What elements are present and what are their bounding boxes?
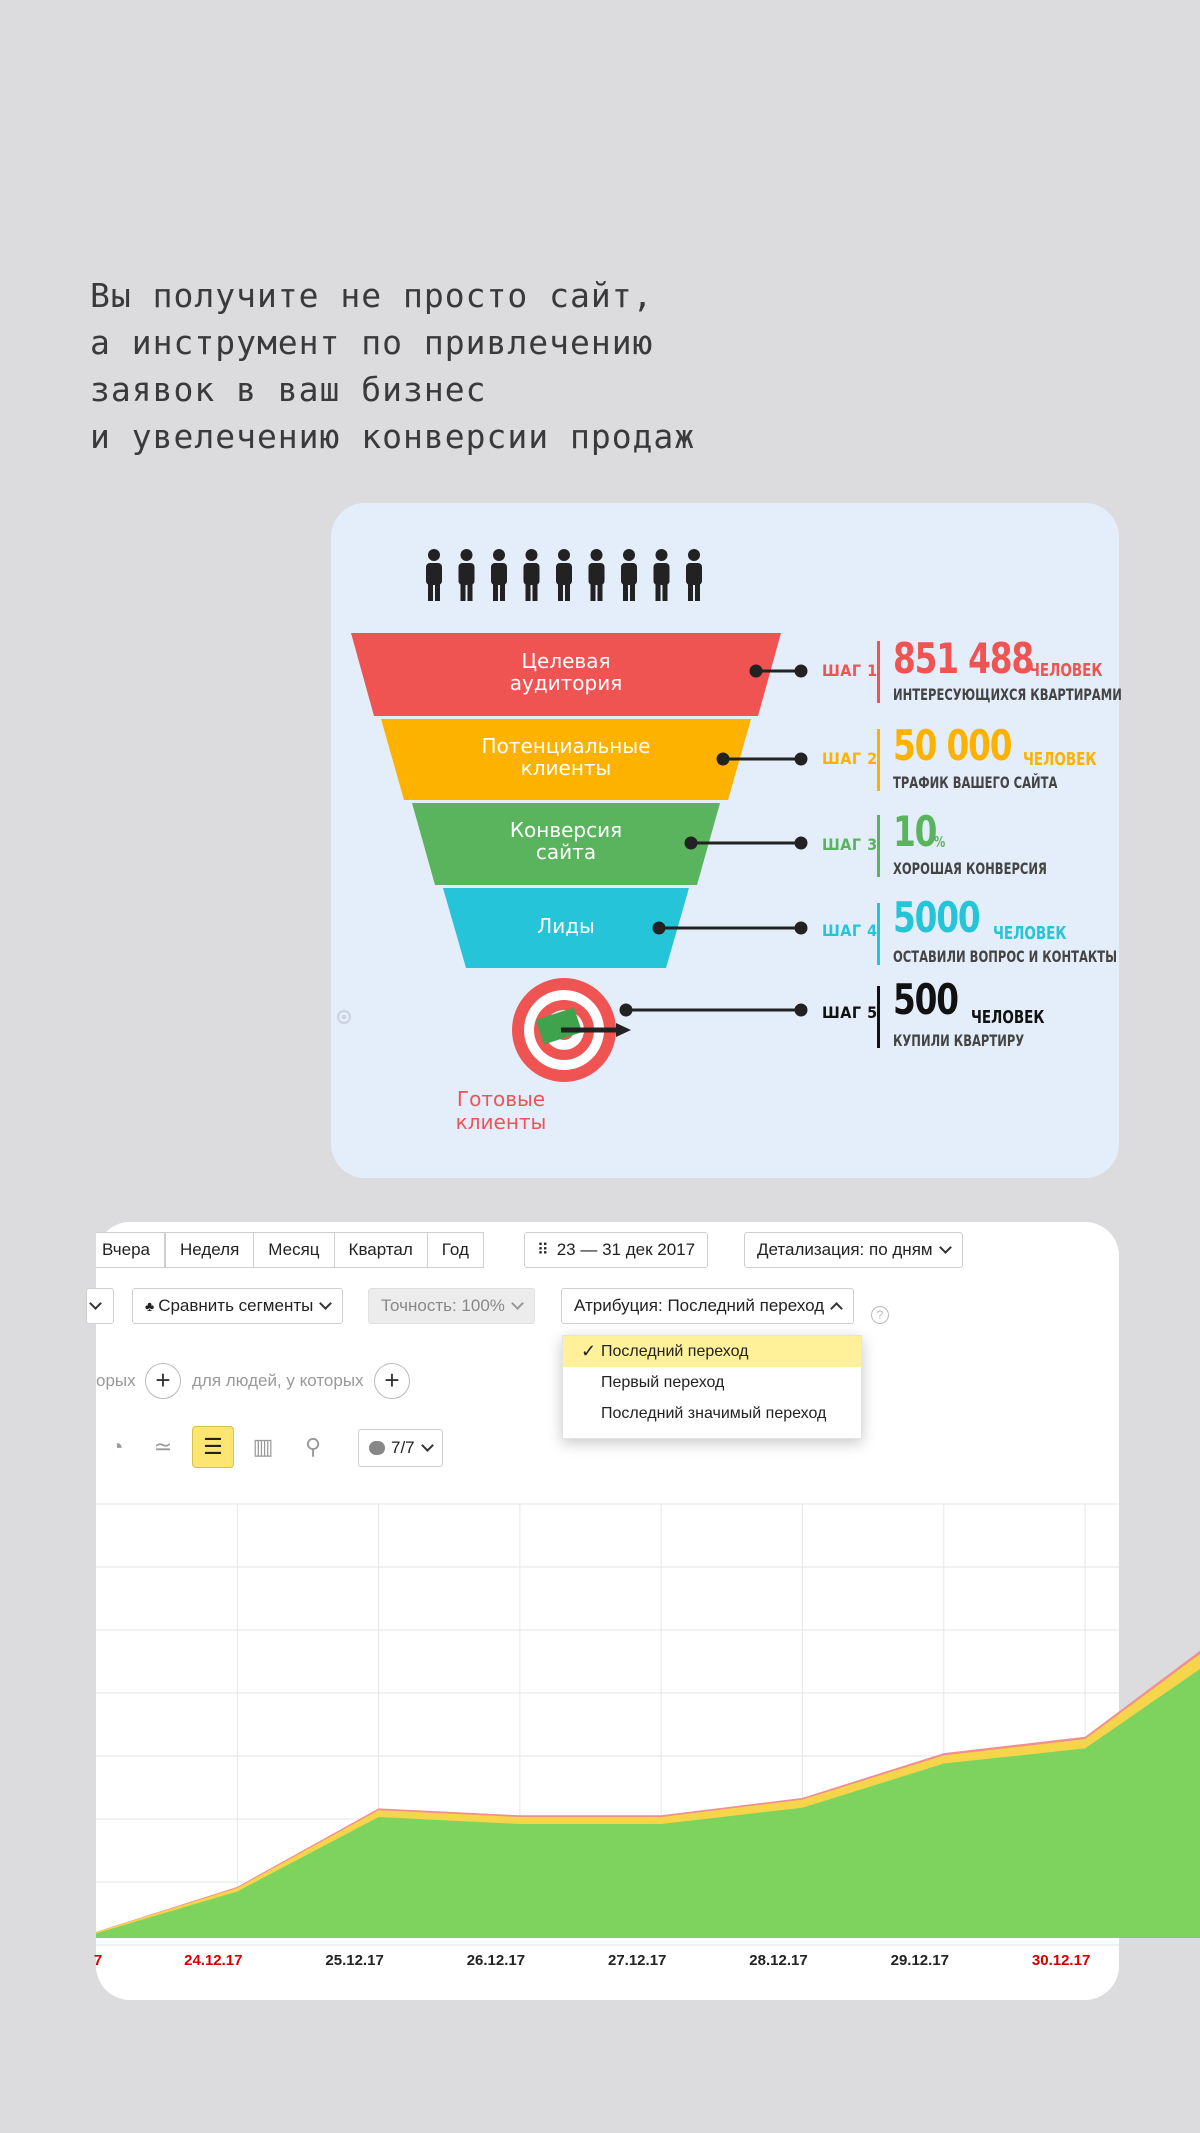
detail-label: Детализация: по дням — [757, 1240, 933, 1259]
tab-week[interactable]: Неделя — [165, 1232, 254, 1268]
step-value: 851 488 — [893, 634, 1033, 683]
headline-line: а инструмент по привлечению — [90, 323, 654, 362]
x-tick-label: 25.12.17 — [325, 1952, 384, 1969]
funnel-stage-text: Конверсия сайта — [509, 818, 623, 864]
x-tick-label: 27.12.17 — [607, 1952, 667, 1969]
chevron-down-icon — [511, 1297, 524, 1310]
attribution-label: Атрибуция: Последний переход — [574, 1296, 825, 1315]
date-range-button[interactable] — [524, 1232, 708, 1268]
accuracy-select[interactable] — [368, 1288, 535, 1324]
add-filter-button[interactable]: + — [374, 1363, 410, 1399]
step-desc: ХОРОШАЯ КОНВЕРСИЯ — [893, 859, 1047, 878]
chevron-down-icon — [89, 1297, 102, 1310]
area-chart-icon[interactable]: ☰ — [192, 1426, 234, 1468]
attribution-select[interactable] — [561, 1288, 854, 1324]
compare-segments-button[interactable] — [132, 1288, 343, 1324]
comments-count: 7/7 — [391, 1438, 415, 1457]
x-tick-label: 26.12.17 — [466, 1952, 526, 1969]
headline-line: Вы получите не просто сайт, — [90, 276, 654, 315]
dropdown-item-label: Первый переход — [601, 1373, 725, 1391]
comment-icon — [369, 1441, 385, 1455]
step-value: 5000 — [893, 893, 980, 942]
person-icon — [589, 549, 605, 601]
x-tick-label: 29.12.17 — [890, 1952, 949, 1969]
funnel-stage-label — [451, 915, 681, 937]
date-range-label: 23 — 31 дек 2017 — [556, 1240, 696, 1259]
step-desc: КУПИЛИ КВАРТИРУ — [893, 1031, 1025, 1050]
step-label: ШАГ 3 — [822, 835, 878, 854]
people-icons — [426, 549, 702, 601]
step-label: ШАГ 2 — [822, 749, 878, 768]
compare-label: Сравнить сегменты — [158, 1296, 314, 1315]
step-value: 10 — [893, 807, 937, 856]
person-icon — [459, 549, 475, 601]
funnel-stage-label — [441, 735, 691, 779]
dropdown-item-last-significant[interactable] — [563, 1398, 861, 1429]
x-tick-label: 30.12.17 — [1031, 1952, 1091, 1969]
headline-line: заявок в ваш бизнес — [90, 370, 487, 409]
funnel-stage-text: Лиды — [537, 914, 595, 938]
accuracy-label: Точность: 100% — [381, 1296, 505, 1315]
step-unit: ЧЕЛОВЕК — [993, 923, 1067, 944]
dropdown-item-last[interactable] — [563, 1336, 861, 1367]
chevron-down-icon — [939, 1241, 952, 1254]
dropdown-item-label: Последний значимый переход — [601, 1404, 827, 1422]
ready-clients-text: Готовые клиенты — [455, 1087, 547, 1134]
funnel-graphic — [331, 503, 1119, 1178]
filter-text: для людей, у которых — [192, 1371, 364, 1390]
step-desc: ТРАФИК ВАШЕГО САЙТА — [893, 773, 1058, 792]
step-unit: ЧЕЛОВЕК — [1023, 749, 1097, 770]
person-icon — [621, 549, 637, 601]
dropdown-item-label: Последний переход — [601, 1342, 749, 1360]
step-value: 50 000 — [893, 721, 1012, 770]
segments-icon: ♣ — [145, 1298, 155, 1314]
comments-button[interactable] — [358, 1429, 443, 1467]
x-tick-label: 24.12.17 — [184, 1952, 243, 1969]
funnel-stage-label — [451, 819, 681, 863]
map-icon[interactable]: ⚲ — [304, 1434, 322, 1459]
step-label: ШАГ 4 — [822, 921, 878, 940]
funnel-stage-label — [451, 650, 681, 694]
person-icon — [556, 549, 572, 601]
target-icon — [512, 978, 631, 1082]
step-label: ШАГ 1 — [822, 661, 878, 680]
person-icon — [426, 549, 442, 601]
person-icon — [491, 549, 507, 601]
funnel-infographic — [331, 503, 1122, 1178]
step-label: ШАГ 5 — [822, 1003, 878, 1022]
step-value: 500 — [893, 975, 958, 1024]
funnel-stage-text: Целевая аудитория — [509, 649, 623, 695]
bar-chart-icon[interactable]: ▥ — [252, 1434, 274, 1459]
tab-quarter[interactable]: Квартал — [335, 1232, 428, 1268]
step-unit: ЧЕЛОВЕК — [971, 1007, 1045, 1028]
collapsed-select[interactable] — [86, 1288, 114, 1324]
help-icon[interactable]: ? — [871, 1306, 889, 1324]
tab-month[interactable]: Месяц — [254, 1232, 334, 1268]
chevron-up-icon — [830, 1302, 843, 1315]
detail-select[interactable] — [744, 1232, 963, 1268]
dropdown-item-first[interactable] — [563, 1367, 861, 1398]
headline-line: и увелечению конверсии продаж — [90, 417, 696, 456]
line-chart-icon[interactable]: ≃ — [153, 1434, 173, 1459]
analytics-panel — [93, 1222, 1119, 2000]
period-tabs — [96, 1232, 484, 1268]
person-icon — [654, 549, 670, 601]
attribution-dropdown — [562, 1335, 862, 1439]
funnel-stage-text: Потенциальные клиенты — [481, 734, 651, 780]
x-tick-label: 28.12.17 — [749, 1952, 808, 1969]
tab-yesterday[interactable]: Вчера — [96, 1232, 165, 1268]
tab-year[interactable]: Год — [428, 1232, 484, 1268]
series-area — [96, 1651, 1200, 1938]
person-icon — [686, 549, 702, 601]
ready-clients-label — [411, 1088, 591, 1134]
filter-text: орых — [96, 1371, 136, 1390]
add-filter-button[interactable]: + — [145, 1363, 181, 1399]
step-unit: ЧЕЛОВЕК — [1029, 660, 1103, 681]
x-tick-label: 7 — [93, 1952, 103, 1969]
step-desc: ИНТЕРЕСУЮЩИХСЯ КВАРТИРАМИ — [893, 685, 1122, 704]
pie-chart-icon[interactable]: ◔ — [110, 1434, 124, 1459]
chevron-down-icon — [319, 1297, 332, 1310]
chevron-down-icon — [421, 1439, 434, 1452]
step-unit: % — [934, 833, 946, 851]
check-icon: ✓ — [581, 1341, 597, 1361]
area-chart — [96, 1494, 1119, 1944]
step-desc: ОСТАВИЛИ ВОПРОС И КОНТАКТЫ — [893, 947, 1118, 966]
headline — [90, 272, 1090, 460]
person-icon — [524, 549, 540, 601]
calendar-icon: ⠿ — [537, 1242, 547, 1259]
